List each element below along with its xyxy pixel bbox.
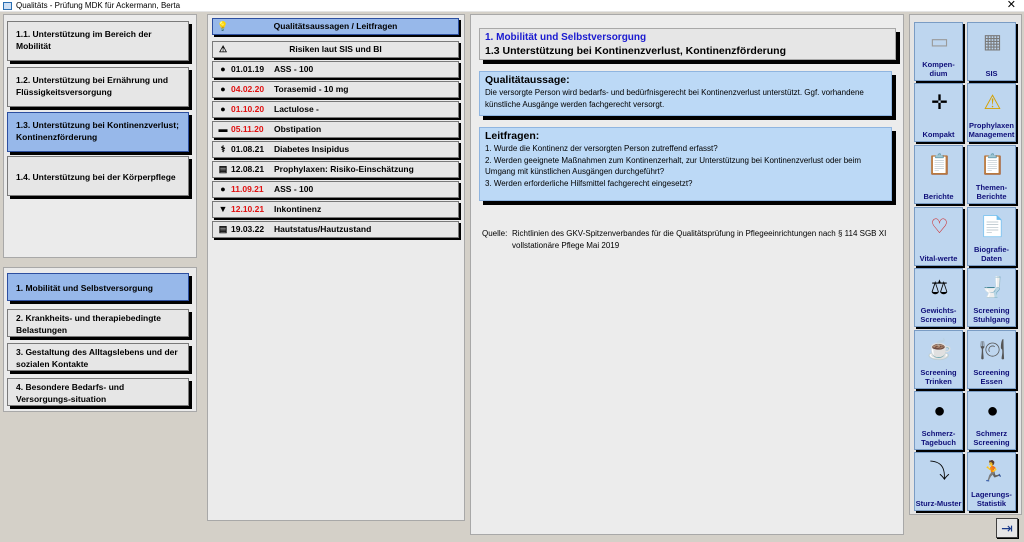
category-item-1[interactable]	[7, 273, 189, 301]
sis-icon: ▦	[983, 31, 1002, 53]
category-item-label: 2. Krankheits- und therapiebedingte Belastungen	[16, 313, 161, 335]
clipboard-icon: 📋	[927, 154, 952, 176]
qualitaetsaussage-heading: Qualitätaussage:	[485, 74, 570, 86]
criteria-label: Diabetes Insipidus	[274, 144, 350, 154]
criteria-date: 12.10.21	[231, 204, 265, 214]
nav-item-1-2[interactable]	[7, 67, 189, 107]
tool-label: Biografie-Daten	[973, 245, 1009, 263]
tool-button[interactable]	[967, 330, 1016, 389]
pain-head-icon: ●	[986, 400, 999, 422]
nav-item-label: 1.4. Unterstützung bei der Körperpflege	[16, 172, 176, 182]
fall-icon: ⤵	[929, 461, 950, 483]
criteria-row[interactable]	[212, 18, 459, 35]
tool-label: Kompakt	[922, 130, 955, 139]
crosshair-icon: ✛	[931, 92, 948, 114]
tool-button[interactable]	[914, 391, 963, 450]
criteria-date: 01.08.21	[231, 144, 265, 154]
exit-icon: ⇥	[1001, 520, 1013, 536]
warning-icon: ⚠	[218, 44, 228, 54]
tool-button[interactable]	[914, 207, 963, 266]
category-item-3[interactable]	[7, 343, 189, 371]
tool-button[interactable]	[967, 22, 1016, 81]
leitfragen-item: 3. Werden erforderliche Hilfsmittel fachgerecht eingesetzt?	[485, 178, 693, 188]
category-item-2[interactable]	[7, 309, 189, 337]
kompendium-icon: ▭	[930, 31, 949, 53]
criteria-row[interactable]	[212, 41, 459, 58]
criteria-row[interactable]	[212, 181, 459, 198]
criteria-label: Qualitätsaussagen / Leitfragen	[273, 21, 398, 31]
criteria-label: Hautstatus/Hautzustand	[274, 224, 372, 234]
tool-label: Berichte	[923, 192, 954, 201]
content-header	[479, 28, 896, 60]
lightbulb-icon: 💡	[217, 21, 229, 31]
leitfragen-box	[479, 127, 892, 201]
tool-label: Schmerz Screening	[973, 429, 1010, 447]
category-item-label: 4. Besondere Bedarfs- und Versorgungs-situation	[16, 382, 125, 404]
criteria-date: 11.09.21	[231, 184, 264, 194]
leitfragen-item: 1. Wurde die Kontinenz der versorgten Person zutreffend erfasst?	[485, 144, 718, 153]
criteria-date: 19.03.22	[231, 224, 265, 234]
window-title: Qualitäts - Prüfung MDK für Ackermann, Berta	[16, 1, 181, 10]
tool-button[interactable]	[967, 207, 1016, 266]
tool-label: Schmerz-Tagebuch	[921, 429, 956, 447]
plate-icon: 🍽	[979, 339, 1006, 361]
window-titlebar	[0, 0, 1024, 12]
warning-triangle-icon: ⚠	[983, 92, 1002, 114]
qualitaetsaussage-text: Die versorgte Person wird bedarfs- und bedürfnisgerecht bei Kontinenzverlust unterstützt. Ggf. vorhandene künstliche Ausgänge werden fachgerecht versorgt.	[485, 88, 864, 109]
exit-button[interactable]	[996, 518, 1018, 538]
document-icon: 📄	[980, 216, 1005, 238]
stethoscope-icon: ⚕	[220, 144, 226, 154]
tool-label: Vital-werte	[919, 254, 958, 263]
close-icon[interactable]: ✕	[1006, 0, 1016, 11]
running-icon: 🏃	[980, 461, 1005, 483]
tool-label: Prophylaxen Management	[968, 121, 1015, 139]
criteria-date: 01.01.19	[231, 64, 265, 74]
tool-label: Screening Trinken	[920, 368, 957, 386]
tool-label: Themen-Berichte	[975, 183, 1008, 201]
nav-item-1-4[interactable]	[7, 156, 189, 196]
nav-item-1-3[interactable]	[7, 112, 189, 152]
tool-label: Screening Essen	[973, 368, 1010, 386]
nav-item-1-1[interactable]	[7, 21, 189, 61]
leitfragen-heading: Leitfragen:	[485, 130, 540, 142]
criteria-row[interactable]	[212, 201, 459, 218]
criteria-row[interactable]	[212, 161, 459, 178]
tool-label: SIS	[985, 69, 998, 78]
tool-button[interactable]	[914, 330, 963, 389]
clipboard-yellow-icon: 📋	[980, 154, 1005, 176]
tool-button[interactable]	[914, 83, 963, 142]
clipboard-icon: ▤	[218, 224, 228, 234]
toilet-icon: ▬	[218, 124, 228, 134]
tool-label: Screening Stuhlgang	[973, 306, 1010, 324]
criteria-label: Risiken laut SIS und BI	[289, 44, 382, 54]
criteria-row[interactable]	[212, 81, 459, 98]
pills-icon: ●	[220, 184, 226, 194]
criteria-label: Inkontinenz	[274, 204, 322, 214]
tool-button[interactable]	[967, 83, 1016, 142]
tool-button[interactable]	[914, 145, 963, 204]
criteria-label: Obstipation	[274, 124, 322, 134]
criteria-row[interactable]	[212, 141, 459, 158]
leitfragen-item: 2. Werden geeignete Maßnahmen zum Kontinenzerhalt, zur Unterstützung bei Kontinenzverlust oder beim Umgang mit künstlichen Ausgängen durchgeführt?	[485, 155, 862, 176]
tool-label: Kompen-dium	[922, 60, 955, 78]
criteria-date: 04.02.20	[231, 84, 265, 94]
nav-item-label: 1.1. Unterstützung im Bereich der Mobilität	[16, 29, 152, 51]
criteria-row[interactable]	[212, 121, 459, 138]
criteria-row[interactable]	[212, 101, 459, 118]
pain-head-icon: ●	[933, 400, 946, 422]
pills-icon: ●	[220, 84, 226, 94]
criteria-label: ASS - 100	[274, 184, 314, 194]
tool-button[interactable]	[967, 452, 1016, 511]
cup-icon: ☕	[927, 339, 952, 361]
criteria-label: Prophylaxen: Risiko-Einschätzung	[274, 164, 414, 174]
criteria-label: Torasemid - 10 mg	[274, 84, 349, 94]
tool-button[interactable]	[914, 268, 963, 327]
tool-label: Sturz-Muster	[915, 499, 962, 508]
header-subcategory: 1.3 Unterstützung bei Kontinenzverlust, Kontinenzförderung	[485, 45, 787, 57]
tool-button[interactable]	[967, 268, 1016, 327]
category-item-label: 1. Mobilität und Selbstversorgung	[16, 283, 153, 293]
tool-button[interactable]	[914, 452, 963, 511]
category-item-label: 3. Gestaltung des Alltagslebens und der sozialen Kontakte	[16, 347, 178, 369]
nav-item-label: 1.3. Unterstützung bei Kontinenzverlust; Kontinenzförderung	[16, 120, 179, 142]
category-item-4[interactable]	[7, 378, 189, 406]
criteria-label: Lactulose -	[274, 104, 319, 114]
nav-item-label: 1.2. Unterstützung bei Ernährung und Flüssigkeitsversorgung	[16, 75, 169, 97]
tool-button[interactable]	[967, 391, 1016, 450]
source-text: Richtlinien des GKV-Spitzenverbandes für die Qualitätsprüfung in Pflegeeinrichtungen nach § 114 SGB XI vollstationäre Pflege Mai 2019	[512, 229, 887, 250]
tool-label: Lagerungs-Statistik	[971, 490, 1012, 508]
incontinence-icon: ▼	[218, 204, 228, 214]
tool-label: Gewichts-Screening	[920, 306, 957, 324]
criteria-date: 01.10.20	[231, 104, 265, 114]
pills-icon: ●	[220, 104, 226, 114]
clipboard-icon: ▤	[218, 164, 228, 174]
toilet-icon: 🚽	[980, 277, 1005, 299]
criteria-date: 05.11.20	[231, 124, 264, 134]
criteria-label: ASS - 100	[274, 64, 314, 74]
tool-button[interactable]	[967, 145, 1016, 204]
scale-icon: ⚖	[930, 277, 949, 299]
criteria-row[interactable]	[212, 61, 459, 78]
tool-button[interactable]	[914, 22, 963, 81]
pills-icon: ●	[220, 64, 226, 74]
header-category: 1. Mobilität und Selbstversorgung	[485, 32, 647, 43]
criteria-date: 12.08.21	[231, 164, 265, 174]
criteria-row[interactable]	[212, 221, 459, 238]
heart-icon: ♡	[930, 216, 949, 238]
app-icon	[3, 2, 12, 10]
source-label: Quelle:	[482, 229, 508, 238]
qualitaetsaussage-box	[479, 71, 892, 116]
